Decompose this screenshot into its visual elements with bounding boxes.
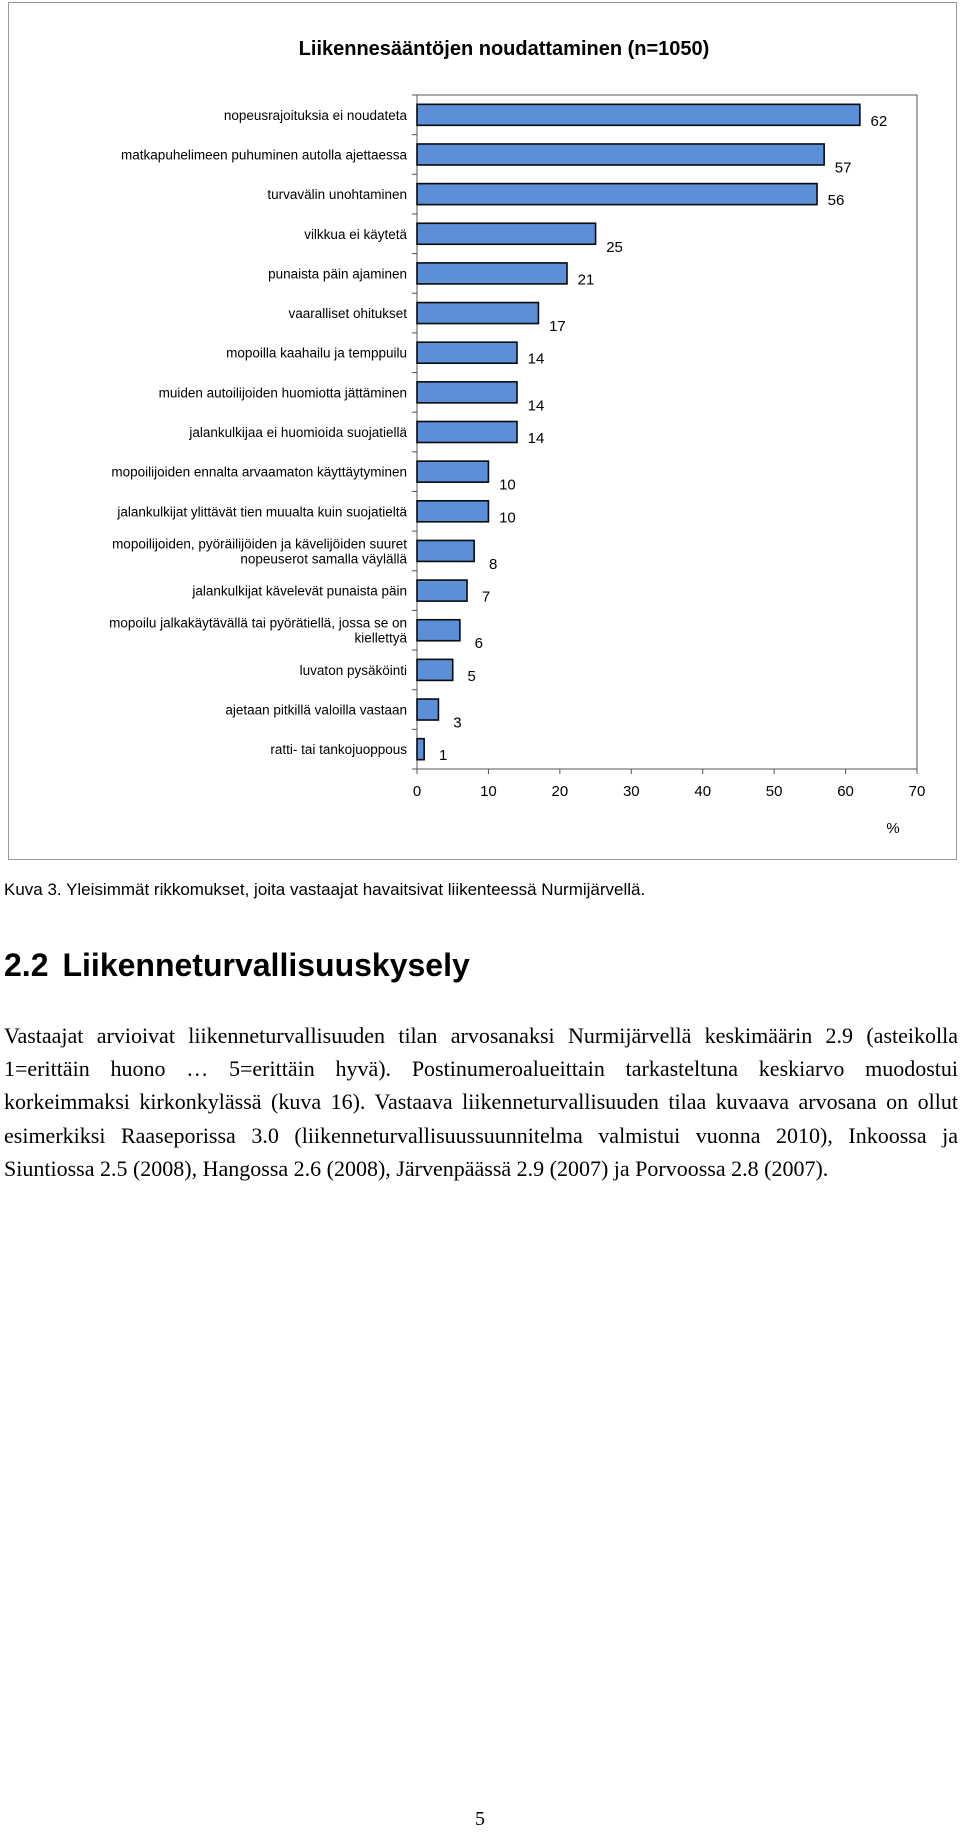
data-label: 10 [499,509,516,527]
data-label: 62 [870,112,888,130]
data-label: 17 [549,318,566,336]
bar [417,223,596,244]
body-paragraph: Vastaajat arvioivat liikenneturvallisuuden tilan arvosanaksi Nurmijärvellä keskimäärin 2.9 (asteikolla 1=erittäin huono … 5=erittäin hyvä). Postinumeroalueittain tarkasteltuna keskiarvo muodostui korkeimmaksi kirkonkylässä (kuva 16). Vastaava liikenneturvallisuuden tilaa kuvaava arvosana on ollut esimerkiksi Raaseporissa 3.0 (liikenneturvallisuussuunnitelma valmistui vuonna 2010), Inkoossa ja Siuntiossa 2.5 (2008), Hangossa 2.6 (2008), Järvenpäässä 2.9 (2007) ja Porvoossa 2.8 (2007). [4,1023,958,1181]
bar [417,342,517,363]
bar [417,461,488,482]
data-label: 6 [474,635,484,653]
bar [417,699,438,720]
x-tick-label: 70 [908,783,926,800]
data-label: 21 [577,271,595,289]
data-label: 14 [527,397,545,415]
bar [417,263,567,284]
category-label: vilkkua ei käytetä [304,226,407,242]
data-label: 56 [827,192,845,210]
bar [417,303,538,324]
category-label: mopoilijoiden, pyöräilijöiden ja kävelijöiden suuret [112,536,407,552]
chart-title: Liikennesääntöjen noudattaminen (n=1050) [298,38,710,60]
category-label: matkapuhelimeen puhuminen autolla ajettaessa [121,147,407,163]
data-label: 1 [438,747,448,765]
category-label: kiellettyä [354,630,407,646]
category-label: jalankulkijat ylittävät tien muualta kuin suojatieltä [117,504,407,520]
x-tick-label: 30 [622,783,640,800]
data-label: 25 [606,238,623,256]
category-label: luvaton pysäköinti [299,662,407,678]
bar [417,540,474,561]
data-label: 8 [488,555,498,573]
category-label: ajetaan pitkillä valoilla vastaan [225,702,407,718]
data-label: 57 [834,159,852,177]
bar [417,501,488,522]
category-label: turvavälin unohtaminen [267,187,407,203]
bar [417,739,424,760]
x-axis-label: % [886,820,900,837]
x-tick-label: 0 [412,783,422,800]
bar [417,382,517,403]
chart-frame [8,2,957,860]
section-heading [4,947,954,984]
section-title: Liikenneturvallisuuskysely [62,947,470,983]
category-label: ratti- tai tankojuoppous [270,742,407,758]
page-number: 5 [475,1808,485,1830]
data-label: 10 [499,476,516,494]
category-label: mopoilijoiden ennalta arvaamaton käyttäytyminen [111,464,407,480]
figure-caption: Kuva 3. Yleisimmät rikkomukset, joita vastaajat havaitsivat liikenteessä Nurmijärvellä. [4,880,646,899]
bar [417,659,453,680]
data-label: 5 [467,667,476,685]
x-tick-label: 60 [837,783,854,800]
bar [417,620,460,641]
category-label: nopeuserot samalla väylällä [240,551,407,567]
bar [417,184,817,205]
category-label: punaista päin ajaminen [268,266,407,282]
category-label: muiden autoilijoiden huomiotta jättäminen [158,385,407,401]
bar [417,422,517,443]
data-label: 14 [527,350,545,368]
x-tick-label: 40 [694,783,712,800]
bar-chart [9,3,956,859]
category-label: mopoilu jalkakäytävällä tai pyörätiellä, jossa se on [109,615,407,631]
category-label: vaaralliset ohitukset [288,306,407,322]
x-tick-label: 20 [551,783,569,800]
section-number: 2.2 [4,947,49,983]
category-label: nopeusrajoituksia ei noudateta [223,107,407,123]
category-label: jalankulkijaa ei huomioida suojatiellä [189,425,407,440]
bar [417,144,824,165]
category-label: mopoilla kaahailu ja temppuilu [226,345,407,361]
category-label: jalankulkijat kävelevät punaista päin [192,583,407,599]
data-label: 7 [481,588,491,606]
data-label: 3 [453,714,462,732]
bar [417,580,467,601]
x-tick-label: 50 [765,783,783,800]
bar [417,104,860,125]
x-tick-label: 10 [480,783,497,800]
data-label: 14 [527,430,545,447]
